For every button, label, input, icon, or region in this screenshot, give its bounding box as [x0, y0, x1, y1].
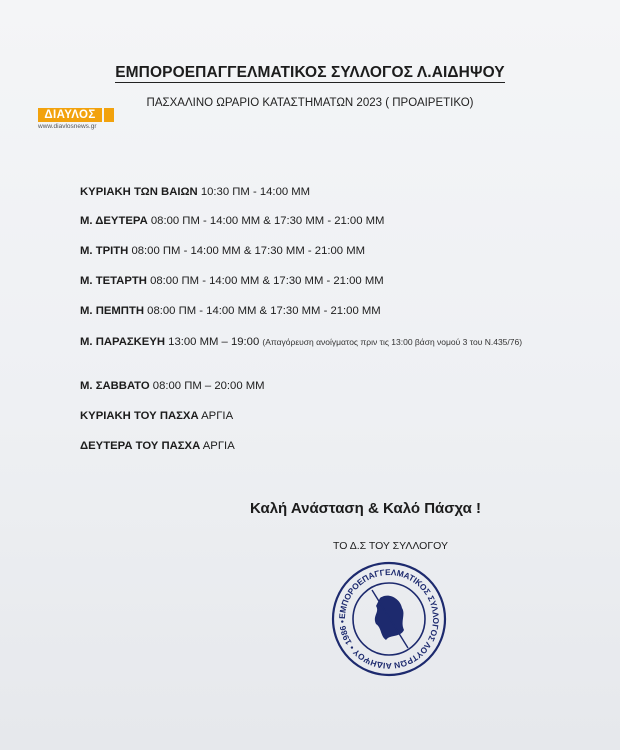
schedule-hours: 08:00 ΠΜ - 14:00 ΜΜ & 17:30 ΜΜ - 21:00 ΜΜ — [150, 215, 385, 227]
schedule-note: (Απαγόρευση ανοίγματος πριν τις 13:00 βάση νομού 3 του Ν.435/76) — [262, 337, 523, 347]
schedule-row — [80, 245, 365, 257]
schedule-row — [80, 380, 265, 392]
schedule-row — [80, 186, 310, 198]
schedule-day: ΚΥΡΙΑΚΗ ΤΟΥ ΠΑΣΧΑ — [80, 410, 199, 422]
schedule-day: ΚΥΡΙΑΚΗ ΤΩΝ ΒΑΙΩΝ — [80, 186, 198, 198]
schedule-row — [80, 440, 235, 452]
schedule-hours: 08:00 ΠΜ - 14:00 ΜΜ & 17:30 ΜΜ - 21:00 ΜΜ — [147, 305, 381, 317]
schedule-day: ΔΕΥΤΕΡΑ ΤΟΥ ΠΑΣΧΑ — [80, 440, 201, 452]
schedule-day: Μ. ΔΕΥΤΕΡΑ — [80, 215, 148, 227]
schedule-row — [80, 410, 233, 422]
board-signature: ΤΟ Δ.Σ ΤΟΥ ΣΥΛΛΟΓΟΥ — [333, 540, 448, 552]
schedule-hours: ΑΡΓΙΑ — [202, 440, 235, 452]
document-title-text: ΕΜΠΟΡΟΕΠΑΓΓΕΛΜΑΤΙΚΟΣ ΣΥΛΛΟΓΟΣ Λ.ΑΙΔΗΨΟΥ — [115, 64, 505, 81]
schedule-hours: 13:00 ΜΜ – 19:00 — [168, 336, 260, 348]
schedule-hours: 10:30 ΠΜ - 14:00 ΜΜ — [200, 186, 311, 198]
schedule-hours: ΑΡΓΙΑ — [201, 410, 234, 422]
schedule-row — [80, 215, 384, 227]
schedule-day: Μ. ΠΑΡΑΣΚΕΥΗ — [80, 336, 166, 348]
schedule-hours: 08:00 ΠΜ - 14:00 ΜΜ & 17:30 ΜΜ - 21:00 ΜΜ — [131, 245, 366, 257]
schedule-day: Μ. ΣΑΒΒΑΤΟ — [80, 380, 150, 392]
schedule-day: Μ. ΠΕΜΠΤΗ — [80, 305, 145, 317]
logo-accent — [104, 108, 114, 122]
schedule-day: Μ. ΤΡΙΤΗ — [80, 245, 129, 257]
document-subtitle: ΠΑΣΧΑΛΙΝΟ ΩΡΑΡΙΟ ΚΑΤΑΣΤΗΜΑΤΩΝ 2023 ( ΠΡΟΑΙΡΕΤΙΚΟ) — [146, 97, 474, 109]
schedule-row — [80, 275, 384, 287]
schedule-row — [80, 335, 545, 350]
logo-brand: ΔΙΑΥΛΟΣ — [38, 108, 102, 122]
logo-website: www.diavlosnews.gr — [38, 123, 97, 130]
stamp-text: ΕΜΠΟΡΟΕΠΑΓΓΕΛΜΑΤΙΚΟΣ ΣΥΛΛΟΓΟΣ ΛΟΥΤΡΩΝ ΑΙΔΗΨΟΥ • 1986 • — [336, 566, 442, 672]
schedule-row — [80, 305, 381, 317]
association-stamp — [330, 560, 448, 678]
diavlos-logo — [38, 108, 114, 132]
schedule-day: Μ. ΤΕΤΑΡΤΗ — [80, 275, 147, 287]
schedule-hours: 08:00 ΠΜ – 20:00 ΜΜ — [152, 380, 265, 392]
schedule-hours: 08:00 ΠΜ - 14:00 ΜΜ & 17:30 ΜΜ - 21:00 ΜΜ — [150, 275, 384, 287]
easter-greeting: Καλή Ανάσταση & Καλό Πάσχα ! — [250, 500, 482, 517]
document-title — [0, 64, 620, 82]
